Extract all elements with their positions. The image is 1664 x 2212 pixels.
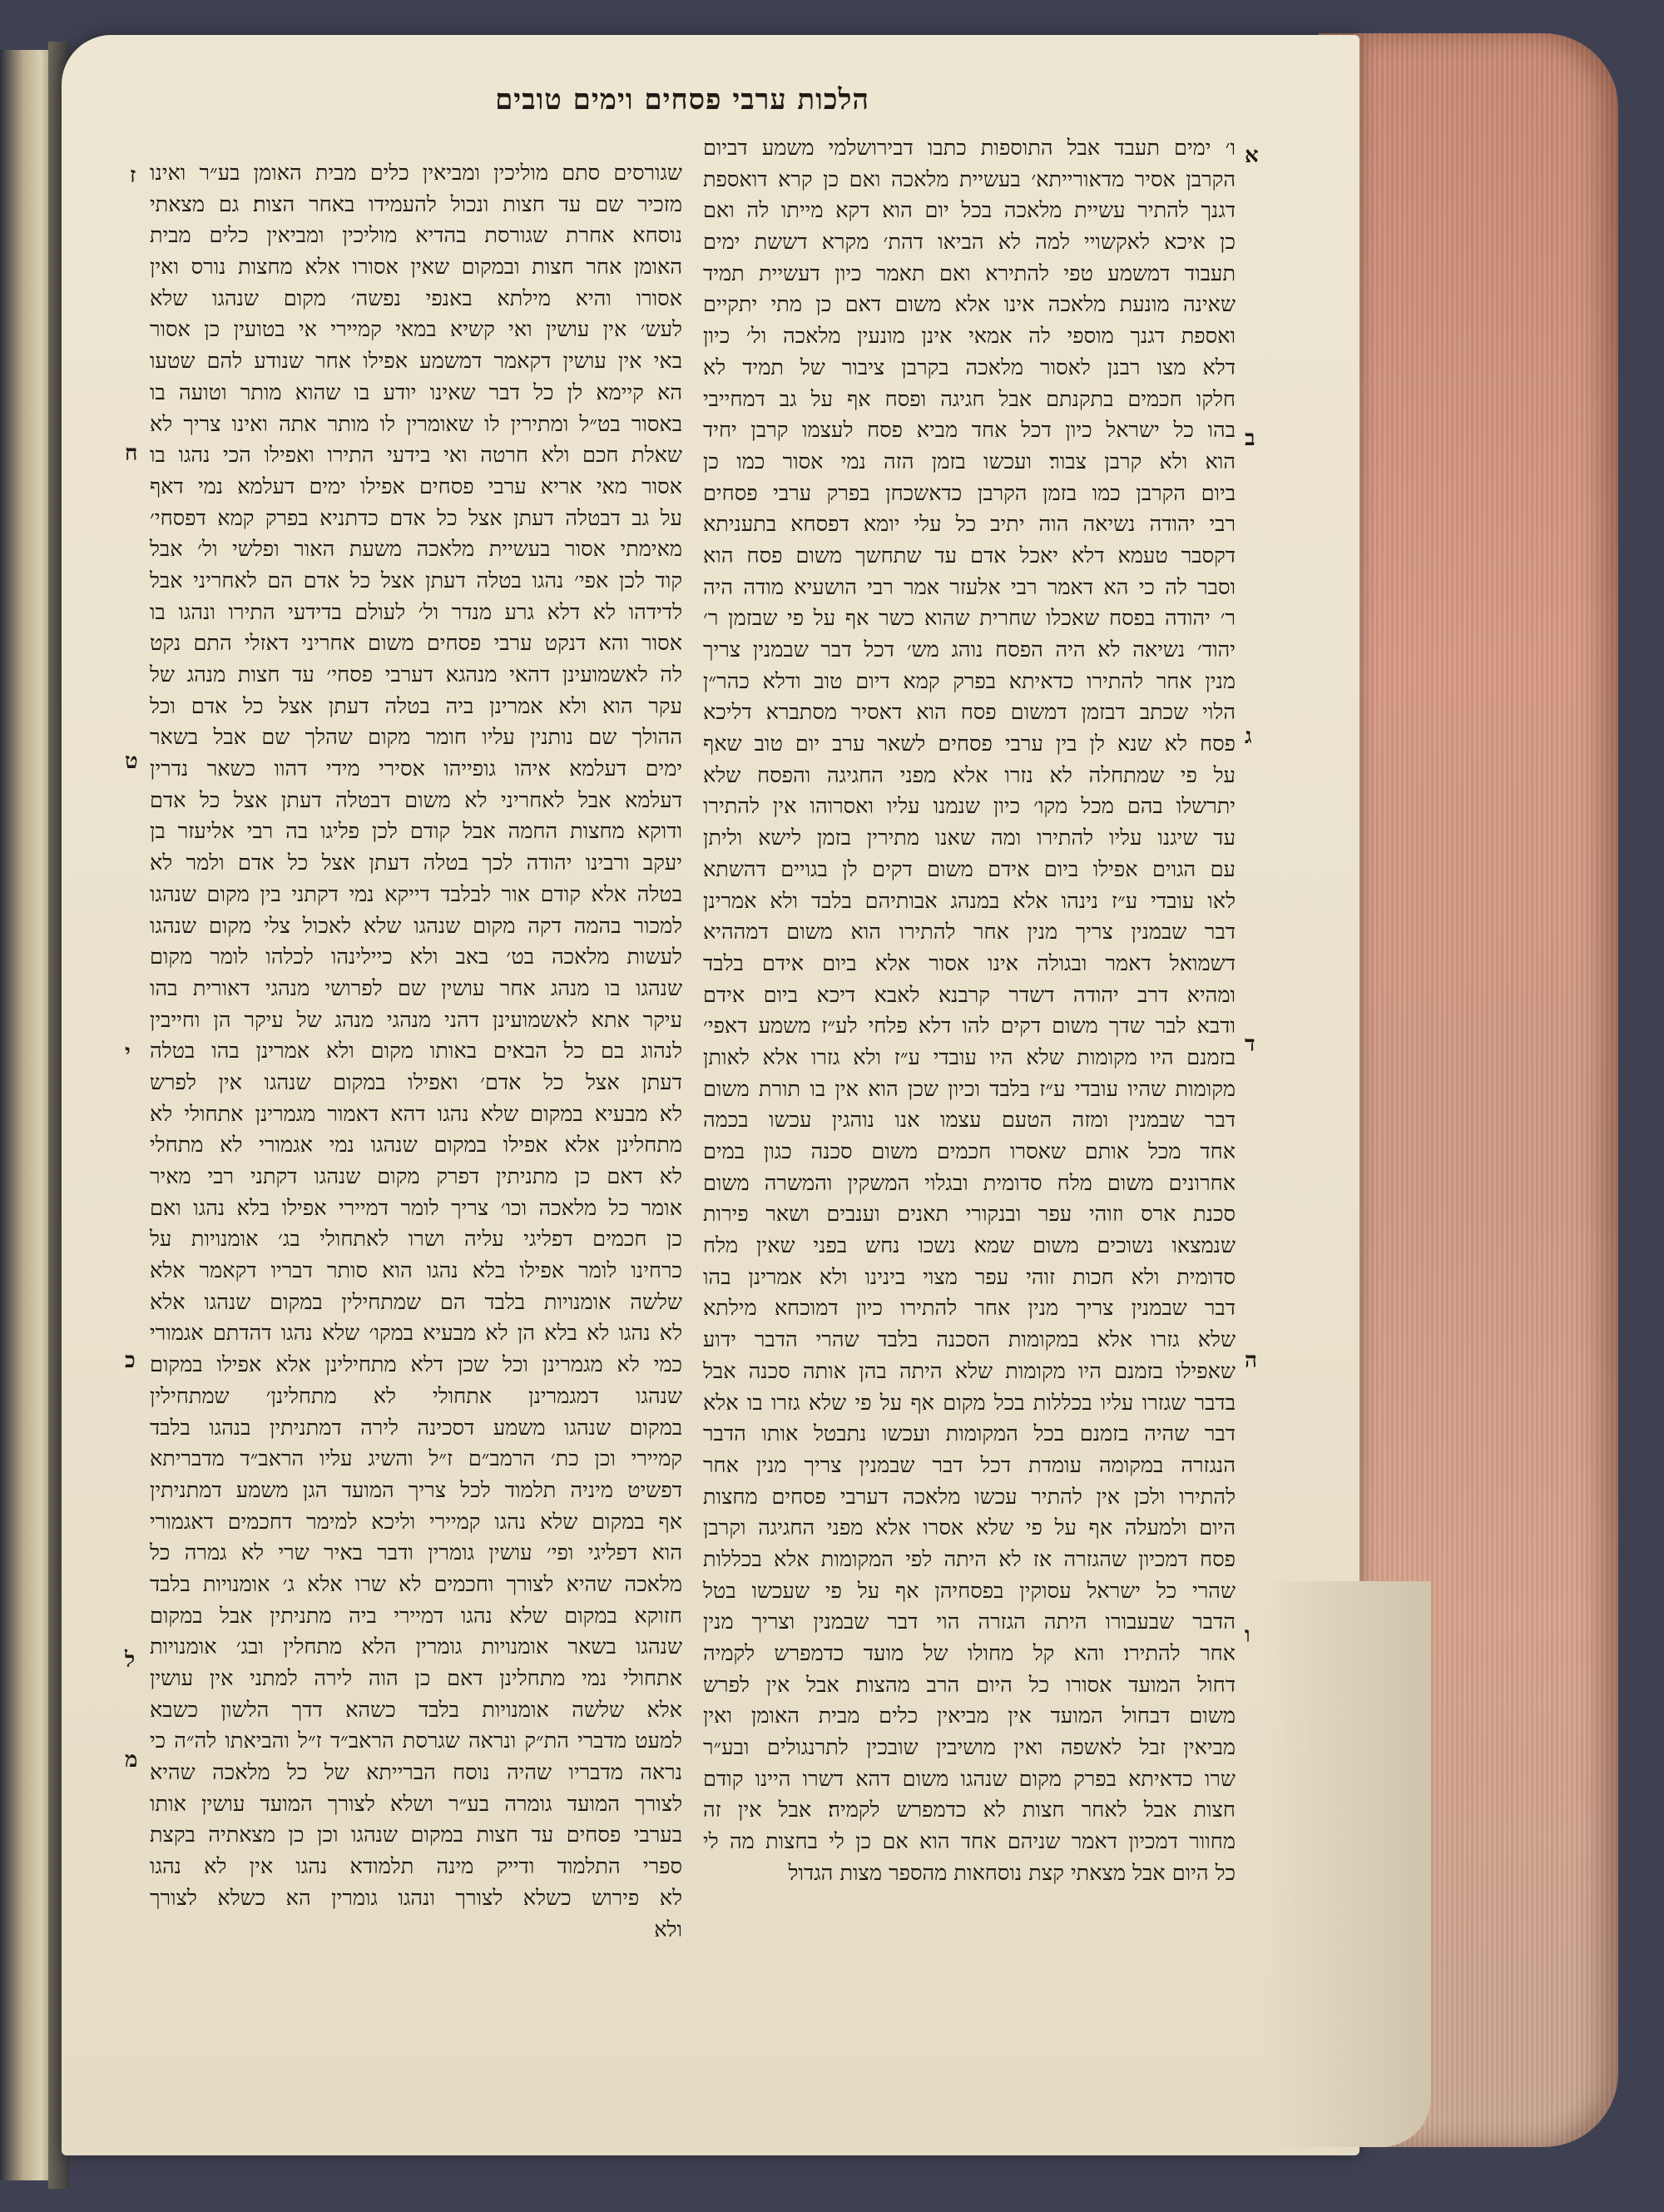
text-line: מביאין זבל לאשפה ואין מושיבין שובכין לתרנגולים ובע״ר [703,1735,1236,1761]
text-line: שאפילו בזמנם היו מקומות שלא היתה בהן אותה סכנה אבל [703,1358,1236,1384]
text-line: לצורך המועד גומרה בע״ר ושלא לצורך המועד עושין אותו [150,1791,682,1817]
text-line: מתחלינן אלא אפילו במקום שנהגו נמי אגמורי לא מתחלי [150,1133,682,1158]
text-line: דחול המועד אסורו כל היום הרב מהצות׃ אבל אין לפרש [703,1672,1236,1698]
text-line: שנהגו דמגמרינן אתחולי לא מתחלינן׳ שמתחילין [150,1383,682,1409]
text-line: מחוור דמכיון דאמר שניהם אחד הוא אם כן לי בחצות מה לי [703,1829,1236,1855]
right-text-column [703,133,1236,1886]
text-line: ו׳ ימים תעבד אבל התוספות כתבו דבירושלמי משמע דביום [703,136,1236,161]
text-line: בדבר שגזרו עליו בכללות בכל מקום אף על פי שלא גזרו בו אלא [703,1390,1236,1416]
text-line: כרחינו לומר אפילו בלא נהגו הוא סותר דבריו דקאמר אלא [150,1258,682,1284]
text-line: ימים דעלמא איהו גופייהו אסירי מידי דהוו כשאר נדרין [150,756,682,782]
text-line: סכנת ארס וזוהי עפר ובנקורי תאנים וענבים ושאר פירות [703,1202,1236,1228]
text-line: דגנך להתיר עשיית מלאכה בכל יום הוא דקא מייתו לה ואם [703,198,1236,224]
text-line: בהו כל ישראל כיון דכל אחד מביא פסח לעצמו קרבן יחיד [703,418,1236,444]
text-line: עקר הוא ולא אמרינן ביה בטלה דעתן אצל כל אדם וכל [150,693,682,719]
text-line: שאלת חכם ולא חרטה ואי בידעי התירו ואפילו הכי נהגו בו [150,443,682,469]
text-line: קוד לכן אפי׳ נהגו בטלה דעתן אצל כל אדם הם לאחריני אבל [150,568,682,593]
section-marker: א [1245,143,1259,168]
text-line: דלא מצו רבנן לאסור מלאכה בקרבן ציבור של תמיד לא [703,355,1236,380]
text-line: באסור בט״ל ומתירין לו שאומרין לו מותר אתה ואינו צריך לא [150,411,682,437]
text-line: רבי יהודה נשיאה הוה יתיב כל עלי יומא דפסחא בתעניתא [703,512,1236,538]
text-line: קמיירי וכן כת׳ הרמב״ם ז״ל והשיג עליו הראב״ד מדבריתא [150,1446,682,1472]
text-line: תעבוד דמשמע טפי להתירא ואם תאמר כיון דעשיית תמיד [703,260,1236,286]
section-marker: כ [125,1348,136,1373]
text-line: הוא דפליגי ופי׳ עושין גומרין ודבר באיר שרי לא גמרה כל [150,1540,682,1566]
text-line: לעשות מלאכה בט׳ באב ולא כיילינהו לכלהו לומר מקום [150,945,682,970]
text-line: הדבר שבעבורו היתה הגזרה הוי דבר שבמנין וצריך מנין [703,1609,1236,1635]
text-line: האומן אחר חצות ובמקום שאין אסורו אלא מחצות נורס ואין [150,255,682,280]
text-line: לדידהו לא דלא גרע מנדר ול׳ לעולם בדידעי התירו ונהגו בו [150,599,682,625]
text-line: ר׳ יהודה בפסח שאכלו שחרית שהוא כשר אף על פי שבזמן ר׳ [703,606,1236,632]
text-line: ודבא לבר שדך משום דקים להו דלא פלחי לע״ז משמע דאפי׳ [703,1014,1236,1039]
text-line: דעלמא אבל לאחריני לא משום דבטלה דעתן אצל כל אדם [150,787,682,813]
section-marker: ה [1245,1348,1257,1373]
text-line: אחד מכל אותם שאסרו חכמים משום סכנה כגון במים [703,1139,1236,1164]
text-line: מאימתי אסור בעשיית מלאכה משעת האור ופלשי ול׳ אבל [150,537,682,563]
text-line: ואספת דגנך מוספי לה אמאי אינן מונעין מלאכה ול׳ כיון [703,324,1236,350]
text-line: למכור בהמה דקה מקום שנהגו שלא לאכול צלי מקום שנהגו [150,913,682,939]
text-line: דבר שבמנין צריך מנין אחר להתירו הוא משום דמההיא [703,920,1236,945]
text-line: אומר כל מלאכה וכו׳ צריך לומר דמיירי אפילו בלא נהגו ואם [150,1195,682,1221]
text-line: בערבי פסחים עד חצות במקום שנהגו וכן כן מצאתיה בקצת [150,1823,682,1848]
text-line: יעקב ורבינו יהודה לכך בטלה דעתן אצל כל אדם ולמר לא [150,851,682,876]
text-line: חזוקא במקום שלא נהגו דמיירי ביה מתניתין אבל במקום [150,1603,682,1629]
text-line: אחרונים משום מלח סדומית ובגלוי המשקין והמשרה משום [703,1170,1236,1196]
section-marker: ז [130,163,136,188]
text-line: להתירו ולכן אין להתיר עכשו מלאכה דערבי פסחים מחצות [703,1484,1236,1510]
text-line: כן איכא לאקשויי למה לא הביאו דהת׳ מקרא דששת ימים [703,230,1236,255]
text-line: עם הגוים אפילו ביום אידם משום דקים לן בגויים דהשתא [703,856,1236,882]
text-line: אלא שלשה אומנויות בלבד כשהא דדך הלשון כשבא [150,1697,682,1723]
text-line: עד שיגנו עליו להתירו ומה שאנו מתירין בזמן לישא וליתן [703,826,1236,851]
text-line: מלאכה שהיא לצורך וחכמים לא שרו אלא ג׳ אומנויות בלבד [150,1571,682,1597]
text-line: דשמואל דאמר ובגולה אינו אסור אלא ביום אידם בלבד [703,950,1236,976]
text-line: מנין אחר להתירו כדאיתא בפרק קמא דיום טוב ודלא כהר״ן [703,668,1236,694]
text-line: לא מבעיא במקום שלא נהגו דהא דאמור מגמרינן אתחולי לא [150,1101,682,1127]
text-line: אחר להתירו׃ והא קל מחולו של מועד כדמפרש לקמיה [703,1641,1236,1666]
text-line: מזכיר שם עד חצות ונכול להעמידו באחר הצות׃ גם מצאתי [150,191,682,217]
text-line: פסח לא שנא לן בין ערבי פסחים לשאר ערב יום טוב שאף [703,732,1236,757]
text-line: ודוקא מחצות החמה אבל קודם לכן פליגו בה רבי אליעזר בן [150,819,682,845]
text-line: ספרי התלמוד ודייק מינה תלמודא נהגו אין לא נהגו [150,1854,682,1880]
text-line: שלשה אומנויות בלבד הם שמתחילין במקום שנהגו אלא [150,1289,682,1315]
text-line: אסור מאי אריא ערבי פסחים אפילו ימים דעלמא נמי דאף [150,474,682,499]
text-line: סדומית ולא חכות זוהי עפר מצוי בינינו ולא אמרינן בהו [703,1264,1236,1290]
text-line: לעש׳ אין עושין ואי קשיא במאי קמיירי אי בטועין כן אסור [150,317,682,343]
text-line: נראה מדבריו שהיה נוסח הברייתא של כל מלאכה שהיא [150,1760,682,1786]
section-marker: מ [125,1748,138,1773]
text-line: נוסחא אחרת שגורסת בהדיא מוליכין ומביאין כלים מבית [150,223,682,249]
text-line: דבר שבמנין ומזה הטעם עצמו אנו נוהגין עכשו בכמה [703,1108,1236,1133]
text-line: דפשיט מיניה תלמוד לכל צריך המועד הגן משמע דמתניתין [150,1477,682,1503]
text-line: אסור והא דנקט ערבי פסחים משום אחריני דאזלי התם נקט [150,631,682,657]
text-line: אף במקום שלא נהגו קמיירי וליכא למימר דחכמים דאגמורי [150,1509,682,1535]
text-line: ההולך שם נותנין עליו חומר מקום שהלך שם אבל בשאר [150,725,682,751]
text-line: שנמצאו נשוכים משום שמא נשכו נחש בפני שאין מלח [703,1233,1236,1259]
text-line: שהרי כל ישראל עסוקין בפסחיהן אף על פי שעכשו בטל [703,1578,1236,1604]
text-line: במקום שנהגו משמע דסכינה לירה דמתניתין בנהגו בלבד [150,1415,682,1441]
text-line: באי אין עושין דקאמר דמשמע אפילו אחר שנודע להם שטעו [150,349,682,374]
text-line: ביום הקרבן כמו בזמן הקרבן כדאשכחן בפרק ערבי פסחים [703,480,1236,506]
left-text-column [150,158,683,1942]
text-line: הנגזרה במקומה עומדת דכל דבר שבמנין צריך מנין אחר [703,1452,1236,1478]
section-marker: י [125,1040,131,1065]
text-line: עיקר אתא לאשמועינן דהני מנהגי מנהג של עיקר הן וחייבין [150,1007,682,1033]
section-marker: ו [1245,1623,1250,1648]
text-line: על פי שמתחלה לא נזרו אלא מפני החגיגה והפסח שלא [703,762,1236,788]
text-line: דבר שבמנין צריך מנין אחר להתירו כיון דמוכחא מילתא [703,1296,1236,1322]
text-line: כן חכמים דפליגי עליה ושרו לאתחולי בג׳ אומנויות על [150,1227,682,1252]
section-marker: ח [125,441,138,466]
text-line: בזמנם היו מקומות שלא היו עובדי ע״ז ולא גזרו אלא לאותן [703,1044,1236,1070]
text-line: שגורסים סתם מוליכין ומביאין כלים מבית האומן בע״ר ואינו [150,161,682,186]
text-line: על גב דבטלה דעתן אצל כל אדם כדתניא בפרק קמא דפסחי׳ [150,505,682,531]
text-line: היום ולמעלה אף על פי שלא אסרו אלא מפני החגיגה וקרבן [703,1515,1236,1541]
text-line: הקרבן אסיר מדאורייתא׳ בעשיית מלאכה ואם כן קרא דואספת [703,166,1236,192]
text-line: שנהגו בו מנהג אחר עושין שם לפרושי מנהגי דאורית בהו [150,975,682,1001]
text-line: כמי לא מגמרינן וכל שכן דלא מתחילינן אלא אפילו במקום [150,1352,683,1378]
section-marker: ט [125,749,138,774]
text-line: וסבר לה כי הא דאמר רבי אלעזר אמר רבי הושעיא מודה היה [703,574,1236,600]
text-line: בטלה אלא קודם אור לבלבד דייקא נמי דקתני בין מקום שנהגו [150,881,682,907]
text-line: ומהיא דרב יהודה דשדר קרבנא לאבא דיכא ביום אידם [703,982,1236,1008]
text-line: לא דאם כן מתניתין דפרק מקום שנהגו דקתני רבי מאיר [150,1164,682,1189]
text-line: מקומות שהיו עובדי ע״ז בלבד וכיון שכן הוא אין בו תורת משום [703,1076,1236,1102]
text-line: דקסבר טעמא דלא יאכל אדם עד שתחשך משום פסח הוא [703,543,1236,568]
section-marker: ל [125,1648,136,1673]
text-line: לא נהגו לא בלא הן לא מבעיא במקו׳ שלא נהגו דהדתם אגמורי [150,1321,682,1347]
section-marker: ג [1245,724,1252,749]
text-line: לה לאשמועינן דהאי מנהגא דערבי פסחי׳ עד חצות מנהג של [150,662,682,687]
text-line: שאינה מונעת מלאכה אינו אלא משום דאם כן מתי יתקיים [703,292,1236,318]
section-marker: ב [1245,426,1255,451]
text-line: לנהוג בם כל הבאים באותו מקום ולא אמרינן בהו בטלה [150,1039,682,1064]
text-line: לאו עובדי ע״ז נינהו אלא במנהג אבותיהם בלבד ולא אמרינן [703,888,1236,914]
text-line: ולא [654,1917,682,1942]
text-line: הא קיימא לן כל דבר שאינו יודע בו שהוא מותר וטועה בו [150,379,682,405]
text-line: שלא גזרו אלא במקומות הסכנה בלבד שהרי הדבר ידוע [703,1327,1236,1353]
worn-page-corner [1265,1581,1431,2147]
text-line: משום דבחול המועד אין מביאין כלים מבית האומן ואין [703,1704,1236,1729]
text-line: הלוי שכתב דבזמן דמשום פסח הוא דאסיר מסתברא דליכא [703,700,1236,726]
text-line: יהוד׳ נשיאה לא היה הפסח נוהג מש׳ דכל דבר שבמנין צריך [703,637,1236,662]
text-line: כל היום אבל מצאתי קצת נוסחאות מהספר מצות הגדול [788,1860,1236,1886]
text-line: פסח דמכיון שהגזרה אז לא היתה לפי המקומות אלא בכללות [703,1546,1236,1572]
text-line: חצות אבל לאחר חצות לא כדמפרש לקמיה׃ אבל אין זה [703,1798,1236,1823]
text-line: שרו כדאיתא בפרק מקום שנהגו משום דהא דשרו היינו קודם [703,1766,1236,1792]
text-line: יתרשלו בהם מכל מקו׳ כיון שנמנו עליו ואסרוהו אין להתירו [703,794,1236,820]
text-line: חלקו חכמים בתקנתם אבל חגיגה ופסח אף על גב דמחייבי [703,386,1236,412]
text-line: הוא ולא קרבן צבור׃ ועכשו בזמן הזה נמי אסור כמו כן [703,449,1236,474]
text-line: אסורו והיא מילתא באנפי נפשה׳ מקום שנהגו שלא [150,285,682,311]
text-line: דבר שהיה בזמנם בכל המקומות ועכשו נתבטל אותו הדבר [703,1421,1236,1447]
text-line: לא פירוש כשלא לצורך ונהגו גומרין הא כשלא לצורך [150,1885,682,1911]
text-line: למעט מדברי הת״ק ונראה שגרסת הראב״ד ז״ל והביאתו לה״ה כי [150,1728,682,1754]
running-header: הלכות ערבי פסחים וימים טובים [495,83,869,117]
text-line: דעתן אצל כל אדם׳ ואפילו במקום שנהגו אין לפרש [150,1069,682,1095]
section-marker: ד [1245,1032,1255,1057]
text-line: שנהגו בשאר אומנויות גומרין הלא מתחלין ובג׳ אומנויות [150,1634,682,1660]
text-line: אתחולי נמי מתחלינן דאם כן הוה לירה למתני אין עושין [150,1666,682,1691]
